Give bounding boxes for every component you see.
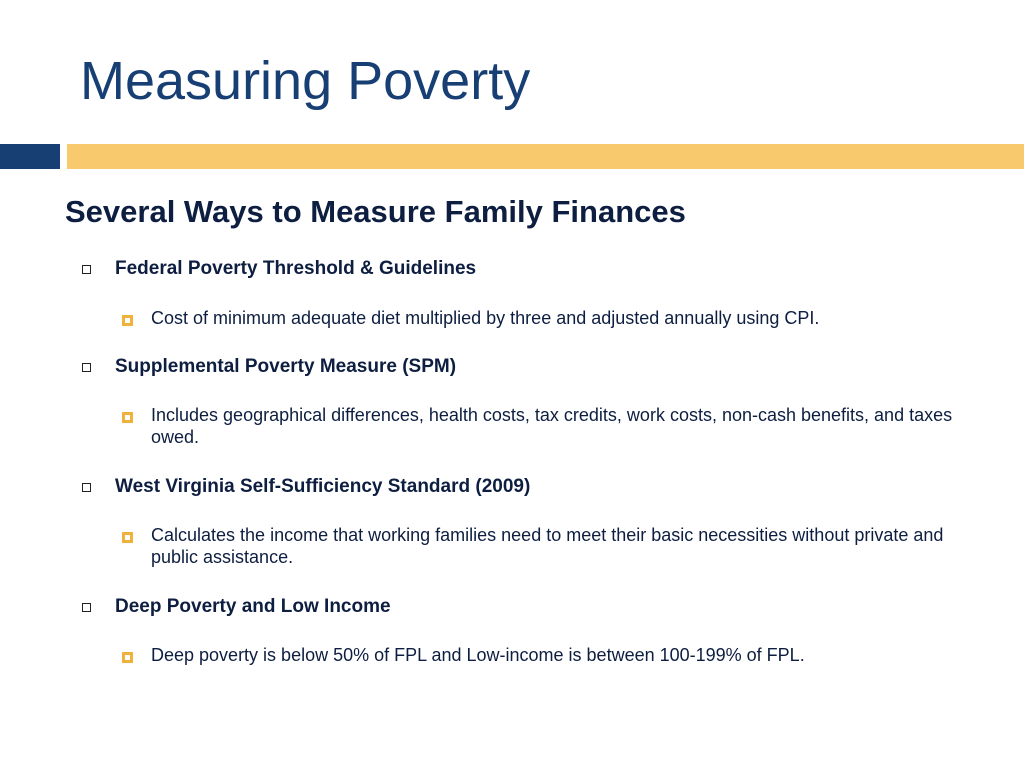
bullet-detail: Includes geographical differences, health costs, tax credits, work costs, non-cash benefits, and taxes owed.: [151, 405, 953, 447]
bullet-heading: Deep Poverty and Low Income: [115, 596, 391, 617]
gold-square-bullet-icon: [122, 532, 133, 543]
gold-square-bullet-icon: [122, 412, 133, 423]
bullet-detail: Calculates the income that working families need to meet their basic necessities without private and public assistance.: [151, 525, 944, 567]
bullet-detail: Cost of minimum adequate diet multiplied by three and adjusted annually using CPI.: [151, 308, 820, 328]
bullet-heading: Federal Poverty Threshold & Guidelines: [115, 258, 477, 279]
gold-square-bullet-icon: [122, 315, 133, 326]
bullet-heading: Supplemental Poverty Measure (SPM): [115, 356, 457, 377]
square-bullet-icon: [82, 483, 91, 492]
gold-square-bullet-icon: [122, 652, 133, 663]
title-rule-gold: [67, 144, 1024, 169]
slide-subtitle: Several Ways to Measure Family Finances: [65, 194, 686, 229]
square-bullet-icon: [82, 603, 91, 612]
bullet-detail: Deep poverty is below 50% of FPL and Low-income is between 100-199% of FPL.: [151, 645, 805, 665]
title-rule-blue: [0, 144, 60, 169]
square-bullet-icon: [82, 363, 91, 372]
slide-title: Measuring Poverty: [80, 51, 531, 111]
bullet-heading: West Virginia Self-Sufficiency Standard (2009): [115, 476, 531, 497]
square-bullet-icon: [82, 265, 91, 274]
